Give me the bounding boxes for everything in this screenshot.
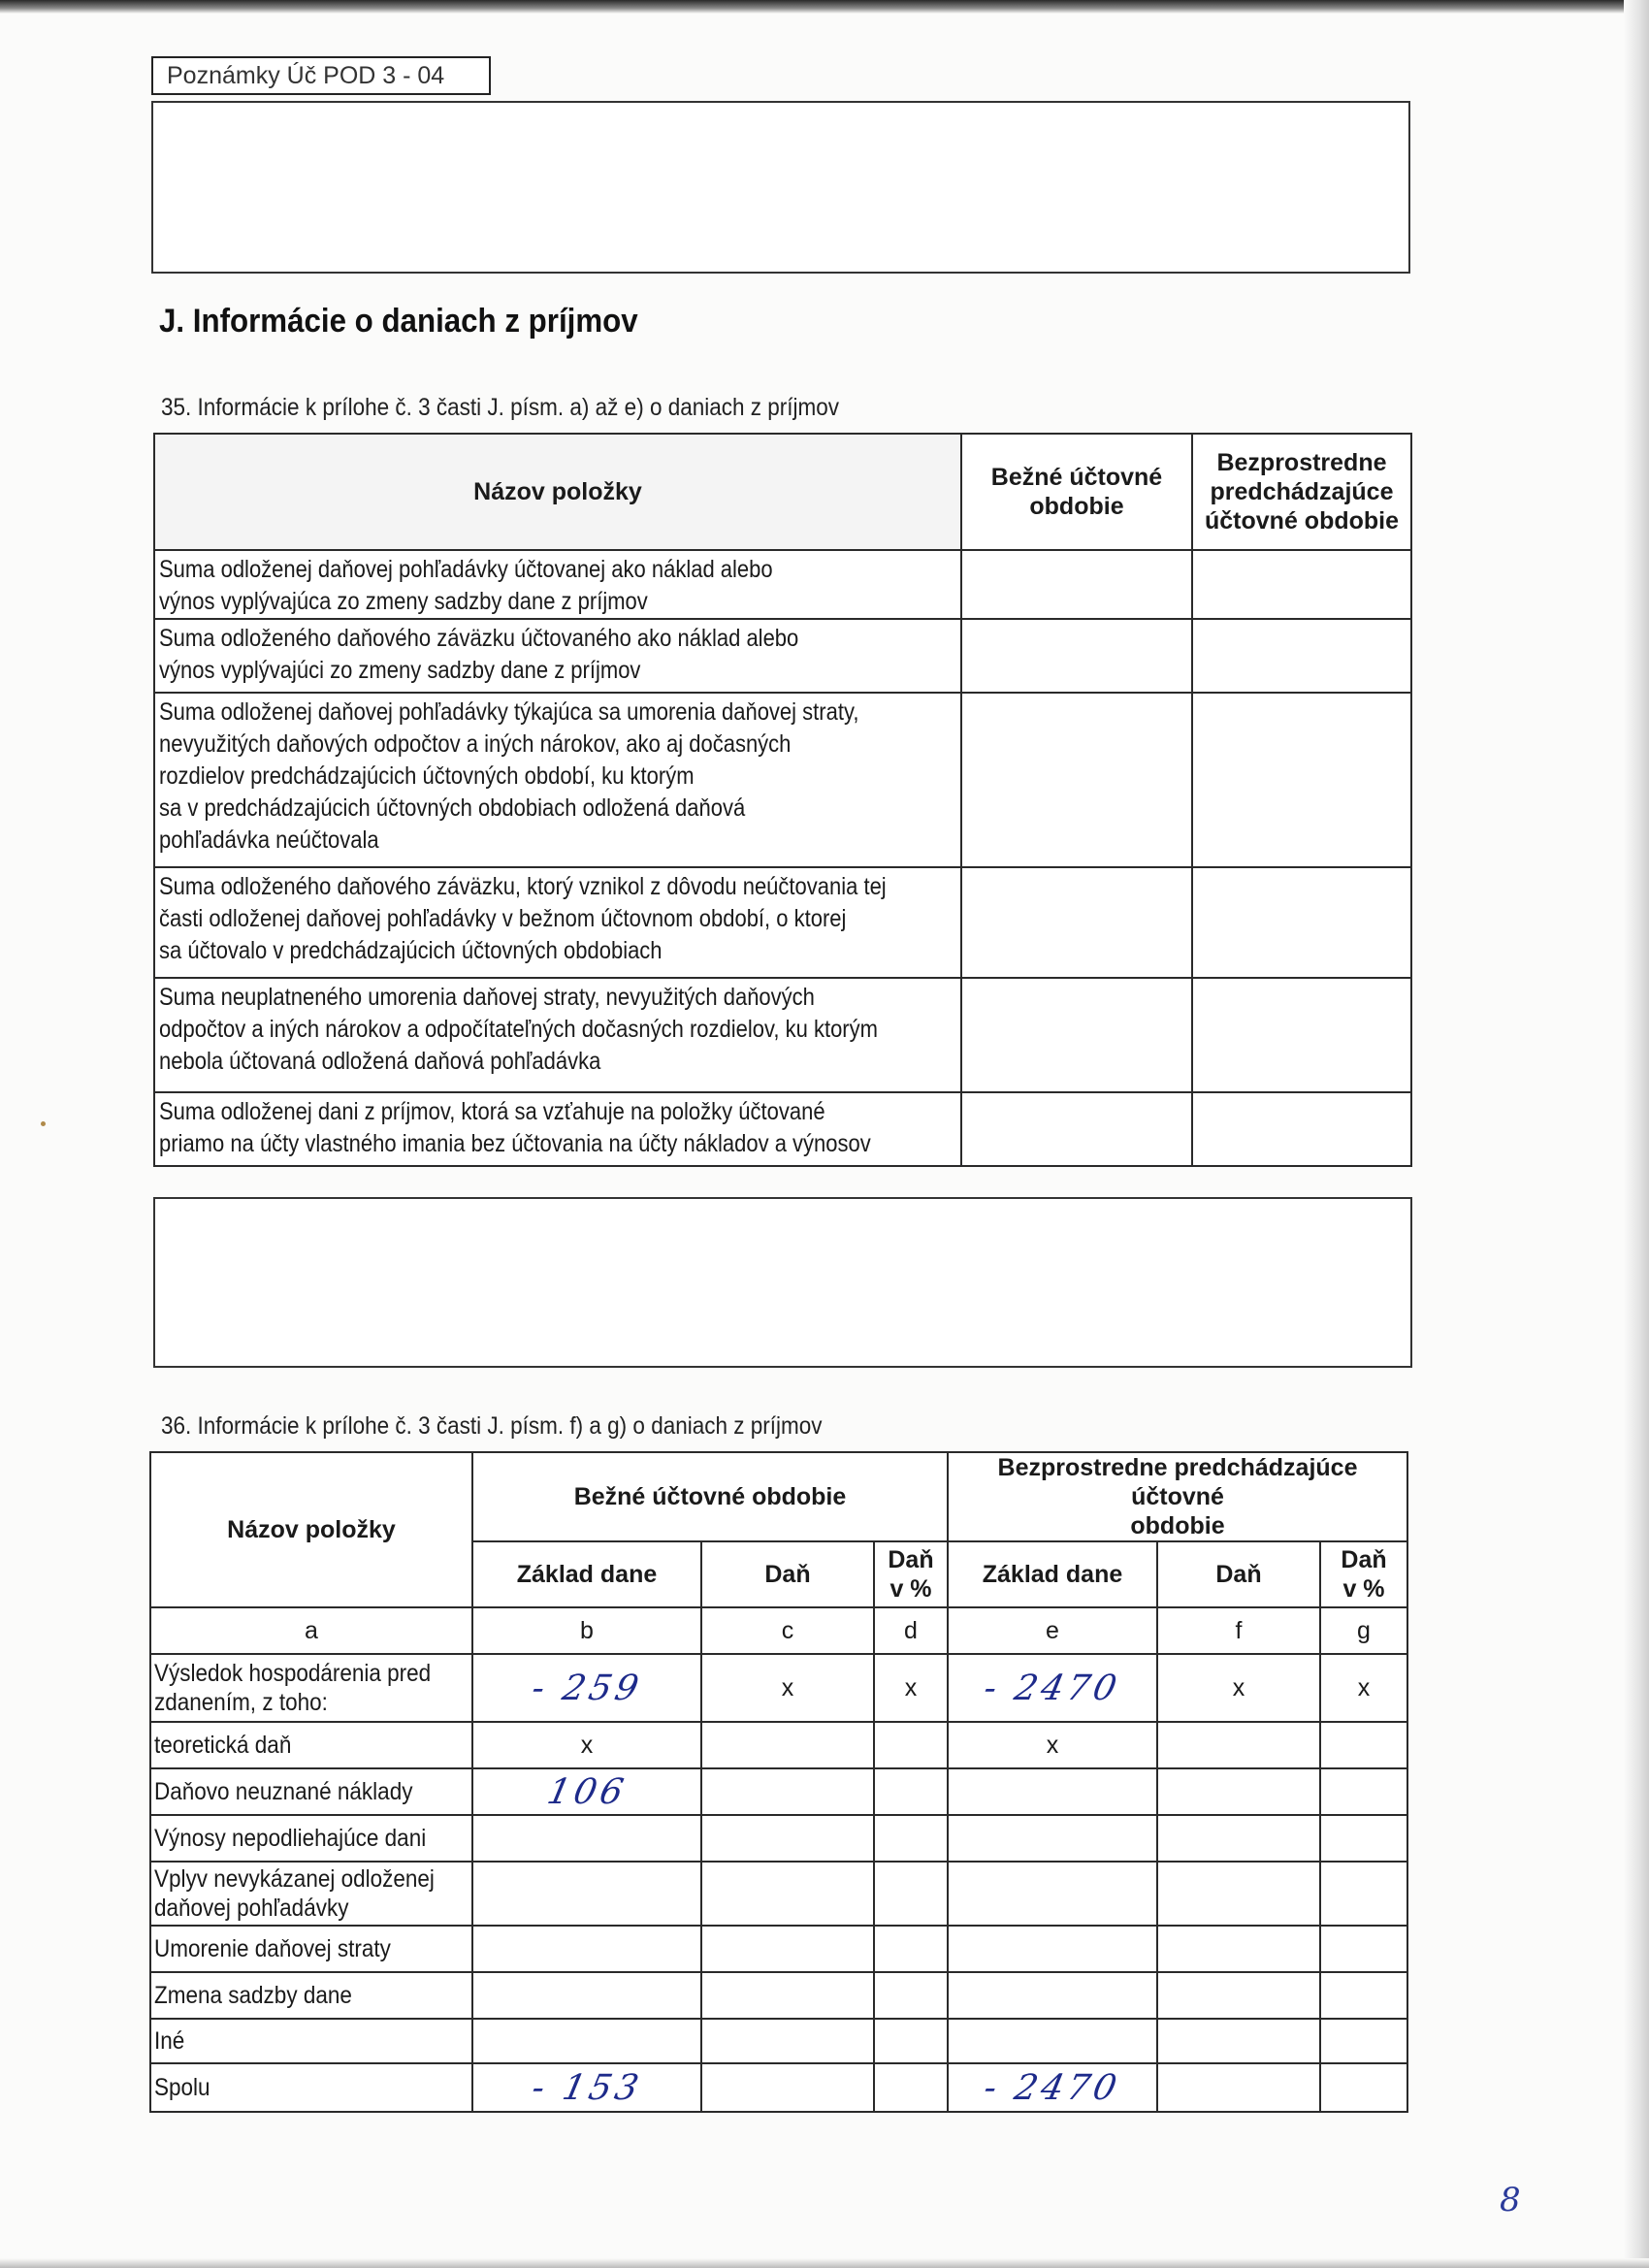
table36-row-label: Spolu <box>150 2063 472 2112</box>
scan-edge-right <box>1624 0 1649 2268</box>
table36-cell-b <box>472 1654 701 1722</box>
table36-cell-g <box>1320 1862 1407 1926</box>
table36-cell-g <box>1320 2019 1407 2063</box>
table36-cell-g <box>1320 1722 1407 1768</box>
table36-cell-b <box>472 1926 701 1972</box>
table-row <box>154 550 1411 619</box>
table35-row-label: Suma odloženého daňového záväzku účtovaného ako náklad alebo výnos vyplývajúci zo zmeny sadzby dane z príjmov <box>154 619 961 693</box>
page-number: 8 <box>1500 2181 1521 2219</box>
table35-header-row <box>154 434 1411 550</box>
table36-row-label: Vplyv nevykázanej odloženej daňovej pohľadávky <box>150 1862 472 1926</box>
table36-cell-c <box>701 1926 874 1972</box>
table36-cell-f <box>1157 2019 1320 2063</box>
table36-header-tax-base-prev: Základ dane <box>948 1541 1157 1607</box>
table35-cell-current <box>961 693 1192 867</box>
table36-cell-g <box>1320 2063 1407 2112</box>
table35-row-label: Suma odloženej dani z príjmov, ktorá sa vzťahuje na položky účtované priamo na účty vlastného imania bez účtovania na účty nákladov a výnosov <box>154 1092 961 1166</box>
table-row <box>150 1722 1407 1768</box>
table-row <box>154 619 1411 693</box>
table36-cell-d <box>874 1768 948 1815</box>
table36-cell-e <box>948 2063 1157 2112</box>
scan-speck <box>41 1121 46 1126</box>
table-row <box>150 1972 1407 2019</box>
table36-header-tax-base: Základ dane <box>472 1541 701 1607</box>
table36-cell-f <box>1157 1862 1320 1926</box>
table36-row-label: Umorenie daňovej straty <box>150 1926 472 1972</box>
table36-row-label: Daňovo neuznané náklady <box>150 1768 472 1815</box>
scan-edge-top <box>0 0 1649 14</box>
table36-header-previous-period: Bezprostredne predchádzajúce účtovné obdobie <box>948 1452 1407 1541</box>
table36-cell-d <box>874 1722 948 1768</box>
table36-cell-c <box>701 2063 874 2112</box>
table36-cell-g <box>1320 1972 1407 2019</box>
table-row <box>154 1092 1411 1166</box>
table36-header-tax-prev: Daň <box>1157 1541 1320 1607</box>
table36-cell-g <box>1320 1815 1407 1862</box>
table35-row-label: Suma neuplatneného umorenia daňovej straty, nevyužitých daňových odpočtov a iných nárokov a odpočítateľných dočasných rozdielov, ku ktorým nebola účtovaná odložená daňová pohľadávka <box>154 978 961 1092</box>
table36-cell-c <box>701 1768 874 1815</box>
table35-cell-current <box>961 1092 1192 1166</box>
table36-cell-f <box>1157 1768 1320 1815</box>
table36-cell-b <box>472 1768 701 1815</box>
scan-edge-bottom <box>0 2258 1649 2268</box>
table36-cell-c <box>701 1722 874 1768</box>
table36-cell-g <box>1320 1768 1407 1815</box>
table36-cell-b: x <box>472 1722 701 1768</box>
table35-caption: 35. Informácie k prílohe č. 3 časti J. písm. a) až e) o daniach z príjmov <box>161 394 840 421</box>
table36-cell-e <box>948 1815 1157 1862</box>
handwritten-value: 106 <box>543 1771 630 1812</box>
table35-cell-previous <box>1192 1092 1411 1166</box>
table36-cell-e <box>948 1926 1157 1972</box>
table36-cell-g <box>1320 1926 1407 1972</box>
table35-header-previous: Bezprostredne predchádzajúce účtovné obdobie <box>1192 434 1411 550</box>
table36-cell-f: x <box>1157 1654 1320 1722</box>
table35-cell-previous <box>1192 978 1411 1092</box>
table36-cell-b <box>472 1972 701 2019</box>
table36-cell-f <box>1157 1815 1320 1862</box>
table36-cell-c <box>701 1972 874 2019</box>
table35-row-label: Suma odloženej daňovej pohľadávky týkajúca sa umorenia daňovej straty, nevyužitých daňových odpočtov a iných nárokov, ako aj dočasných rozdielov predchádzajúcich účtovných období, ku ktorým sa v predchádzajúcich účtovných obdobiach odložená daňová pohľadávka neúčtovala <box>154 693 961 867</box>
table36-cell-g: x <box>1320 1654 1407 1722</box>
table36-row-label: Výsledok hospodárenia pred zdanením, z toho: <box>150 1654 472 1722</box>
column-letter: e <box>948 1607 1157 1654</box>
table36-cell-b <box>472 2063 701 2112</box>
column-letter: c <box>701 1607 874 1654</box>
table-row <box>150 1768 1407 1815</box>
table36-cell-f <box>1157 1972 1320 2019</box>
column-letter: a <box>150 1607 472 1654</box>
table35-cell-current <box>961 867 1192 978</box>
table-row <box>150 2019 1407 2063</box>
table-row <box>154 693 1411 867</box>
table36-row-label: Výnosy nepodliehajúce dani <box>150 1815 472 1862</box>
handwritten-value: - 2470 <box>981 1668 1124 1708</box>
table-row <box>150 1654 1407 1722</box>
handwritten-value: - 153 <box>528 2067 646 2108</box>
table36-caption: 36. Informácie k prílohe č. 3 časti J. písm. f) a g) o daniach z príjmov <box>161 1412 823 1440</box>
notes-label: Poznámky Úč POD 3 - 04 <box>151 56 491 95</box>
table36-header-tax-pct-prev: Daň v % <box>1320 1541 1407 1607</box>
table36-cell-d <box>874 1926 948 1972</box>
table-row <box>150 1926 1407 1972</box>
column-letter: g <box>1320 1607 1407 1654</box>
table36-cell-f <box>1157 1722 1320 1768</box>
table36-cell-e <box>948 1862 1157 1926</box>
table35-cell-current <box>961 978 1192 1092</box>
table-row <box>150 1862 1407 1926</box>
table36-letter-row <box>150 1607 1407 1654</box>
table36-cell-d: x <box>874 1654 948 1722</box>
table36-cell-d <box>874 2019 948 2063</box>
table36-cell-b <box>472 1815 701 1862</box>
table36-cell-b <box>472 2019 701 2063</box>
table36-row-label: Iné <box>150 2019 472 2063</box>
table36-cell-d <box>874 1972 948 2019</box>
table-row <box>154 978 1411 1092</box>
column-letter: f <box>1157 1607 1320 1654</box>
handwritten-value: - 259 <box>528 1668 646 1708</box>
table35-cell-previous <box>1192 867 1411 978</box>
table36-header-row <box>150 1452 1407 1541</box>
table36-header-current-period: Bežné účtovné obdobie <box>472 1452 948 1541</box>
table36-header-tax: Daň <box>701 1541 874 1607</box>
table35-cell-current <box>961 619 1192 693</box>
table-row <box>154 867 1411 978</box>
table36-cell-e <box>948 2019 1157 2063</box>
table36-cell-c <box>701 1862 874 1926</box>
handwritten-value: - 2470 <box>981 2067 1124 2108</box>
table-row <box>150 1815 1407 1862</box>
table35-cell-current <box>961 550 1192 619</box>
table36-row-label: teoretická daň <box>150 1722 472 1768</box>
table35-header-name: Názov položky <box>154 434 961 550</box>
table36-cell-e <box>948 1768 1157 1815</box>
table35-notes-box <box>153 1197 1412 1368</box>
table36-cell-e: x <box>948 1722 1157 1768</box>
table36-header-name: Názov položky <box>150 1452 472 1607</box>
table35 <box>153 433 1412 1167</box>
table36-cell-f <box>1157 2063 1320 2112</box>
table36-row-label: Zmena sadzby dane <box>150 1972 472 2019</box>
table-row <box>150 2063 1407 2112</box>
table36-cell-e <box>948 1654 1157 1722</box>
table36-cell-e <box>948 1972 1157 2019</box>
table35-row-label: Suma odloženej daňovej pohľadávky účtovanej ako náklad alebo výnos vyplývajúca zo zmeny sadzby dane z príjmov <box>154 550 961 619</box>
table36-cell-c <box>701 1815 874 1862</box>
table35-cell-previous <box>1192 550 1411 619</box>
column-letter: b <box>472 1607 701 1654</box>
table36-cell-d <box>874 2063 948 2112</box>
table36-cell-f <box>1157 1926 1320 1972</box>
table35-header-current: Bežné účtovné obdobie <box>961 434 1192 550</box>
column-letter: d <box>874 1607 948 1654</box>
table35-cell-previous <box>1192 619 1411 693</box>
section-title: J. Informácie o daniach z príjmov <box>159 303 638 340</box>
notes-box <box>151 101 1410 274</box>
table36-header-tax-pct: Daň v % <box>874 1541 948 1607</box>
table36-cell-d <box>874 1815 948 1862</box>
table36-cell-c: x <box>701 1654 874 1722</box>
table36-cell-d <box>874 1862 948 1926</box>
table35-row-label: Suma odloženého daňového záväzku, ktorý vznikol z dôvodu neúčtovania tej časti odloženej daňovej pohľadávky v bežnom účtovnom období, o ktorej sa účtovalo v predchádzajúcich účtovných obdobiach <box>154 867 961 978</box>
table36-cell-c <box>701 2019 874 2063</box>
table36-cell-b <box>472 1862 701 1926</box>
table36 <box>149 1451 1408 2113</box>
table35-cell-previous <box>1192 693 1411 867</box>
